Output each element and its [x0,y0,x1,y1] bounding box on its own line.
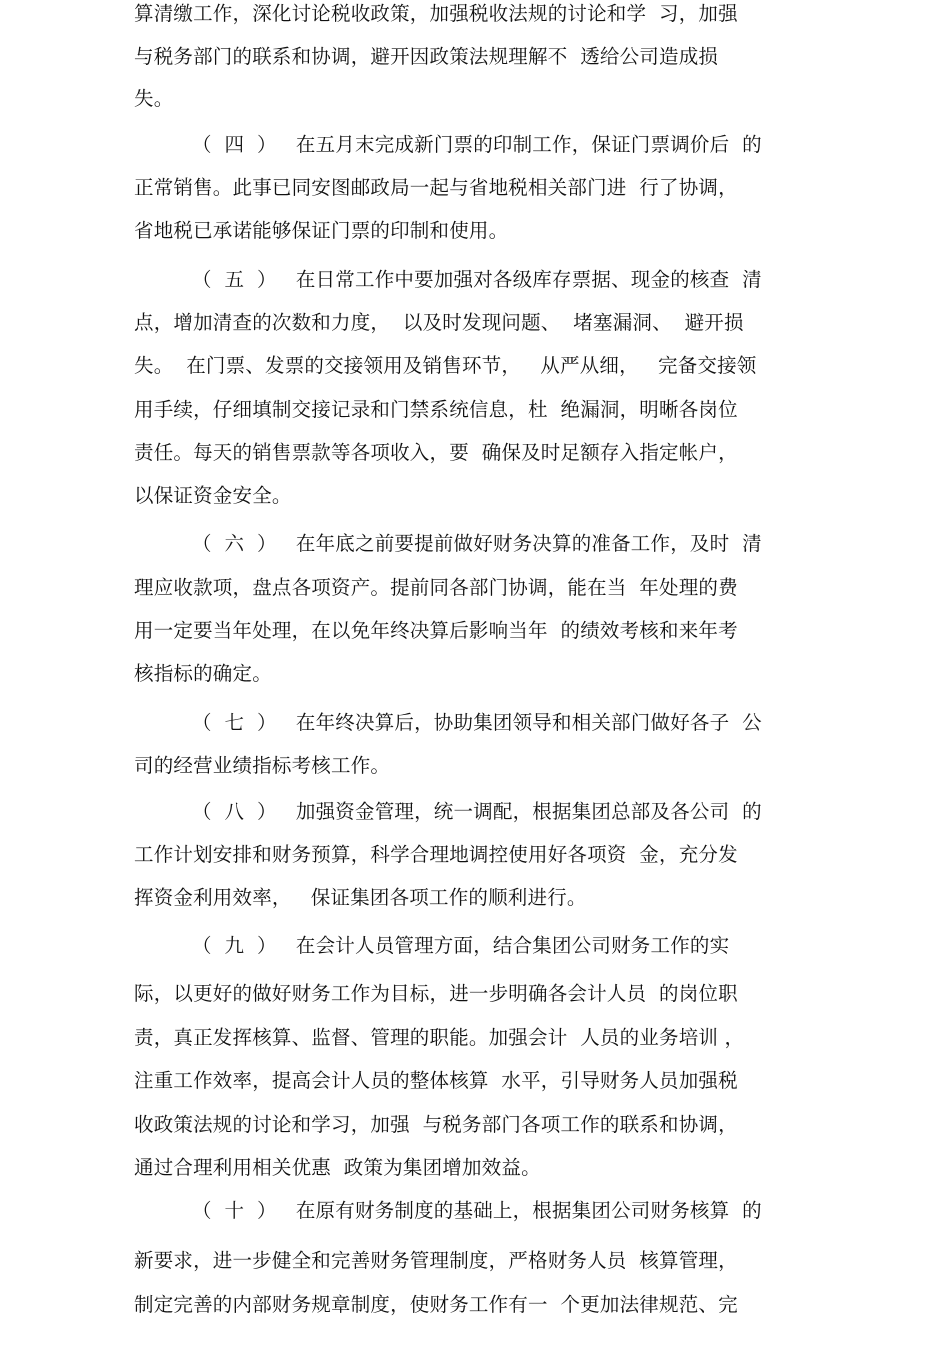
text-line: 制定完善的内部财务规章制度，使财务工作有一 个更加法律规范、完 [134,1293,738,1316]
text-line: 责，真正发挥核算、监督、管理的职能。加强会计 人员的业务培训 ， [134,1026,745,1049]
text-line: 用手续，仔细填制交接记录和门禁系统信息，杜 绝漏洞，明晰各岗位 [134,398,738,421]
paragraph-item-4-first-line: （ 四 ） 在五月末完成新门票的印制工作，保证门票调价后 的 [192,133,762,156]
text-line: 核指标的确定。 [134,662,272,685]
paragraph-item-9-first-line: （ 九 ） 在会计人员管理方面，结合集团公司财务工作的实 [192,934,730,957]
text-line: 挥资金利用效率， 保证集团各项工作的顺利进行。 [134,886,587,909]
text-line: 点，增加清查的次数和力度， 以及时发现问题、 堵塞漏洞、 避开损 [134,311,744,334]
text-line: 正常销售。此事已同安图邮政局一起与省地税相关部门进 行了协调， [134,176,738,199]
text-line: 新要求，进一步健全和完善财务管理制度，严格财务人员 核算管理， [134,1249,738,1272]
text-line: 司的经营业绩指标考核工作。 [134,754,391,777]
text-line: 工作计划安排和财务预算，科学合理地调控使用好各项资 金，充分发 [134,843,738,866]
text-line: 收政策法规的讨论和学习，加强 与税务部门各项工作的联系和协调， [134,1113,738,1136]
text-line: 理应收款项，盘点各项资产。提前同各部门协调，能在当 年处理的费 [134,576,738,599]
text-line: 际，以更好的做好财务工作为目标，进一步明确各会计人员 的岗位职 [134,982,738,1005]
text-line: 与税务部门的联系和协调，避开因政策法规理解不 透给公司造成损 [134,45,719,68]
text-line: 失。 在门票、发票的交接领用及销售环节， 从严从细， 完备交接领 [134,354,757,377]
text-line: 失。 [134,87,174,110]
paragraph-item-6-first-line: （ 六 ） 在年底之前要提前做好财务决算的准备工作，及时 清 [192,532,762,555]
text-line: 省地税已承诺能够保证门票的印制和使用。 [134,219,509,242]
paragraph-item-10-first-line: （ 十 ） 在原有财务制度的基础上，根据集团公司财务核算 的 [192,1199,762,1222]
text-line: 用一定要当年处理，在以免年终决算后影响当年 的绩效考核和来年考 [134,619,738,642]
text-line: 责任。每天的销售票款等各项收入，要 确保及时足额存入指定帐户， [134,441,738,464]
paragraph-item-7-first-line: （ 七 ） 在年终决算后，协助集团领导和相关部门做好各子 公 [192,711,762,734]
text-line: 注重工作效率，提高会计人员的整体核算 水平，引导财务人员加强税 [134,1069,738,1092]
text-line: 以保证资金安全。 [134,484,292,507]
paragraph-item-8-first-line: （ 八 ） 加强资金管理，统一调配，根据集团总部及各公司 的 [192,800,762,823]
text-line: 算清缴工作，深化讨论税收政策，加强税收法规的讨论和学 习，加强 [134,2,738,25]
paragraph-item-5-first-line: （ 五 ） 在日常工作中要加强对各级库存票据、现金的核查 清 [192,268,762,291]
text-line: 通过合理利用相关优惠 政策为集团增加效益。 [134,1156,541,1179]
